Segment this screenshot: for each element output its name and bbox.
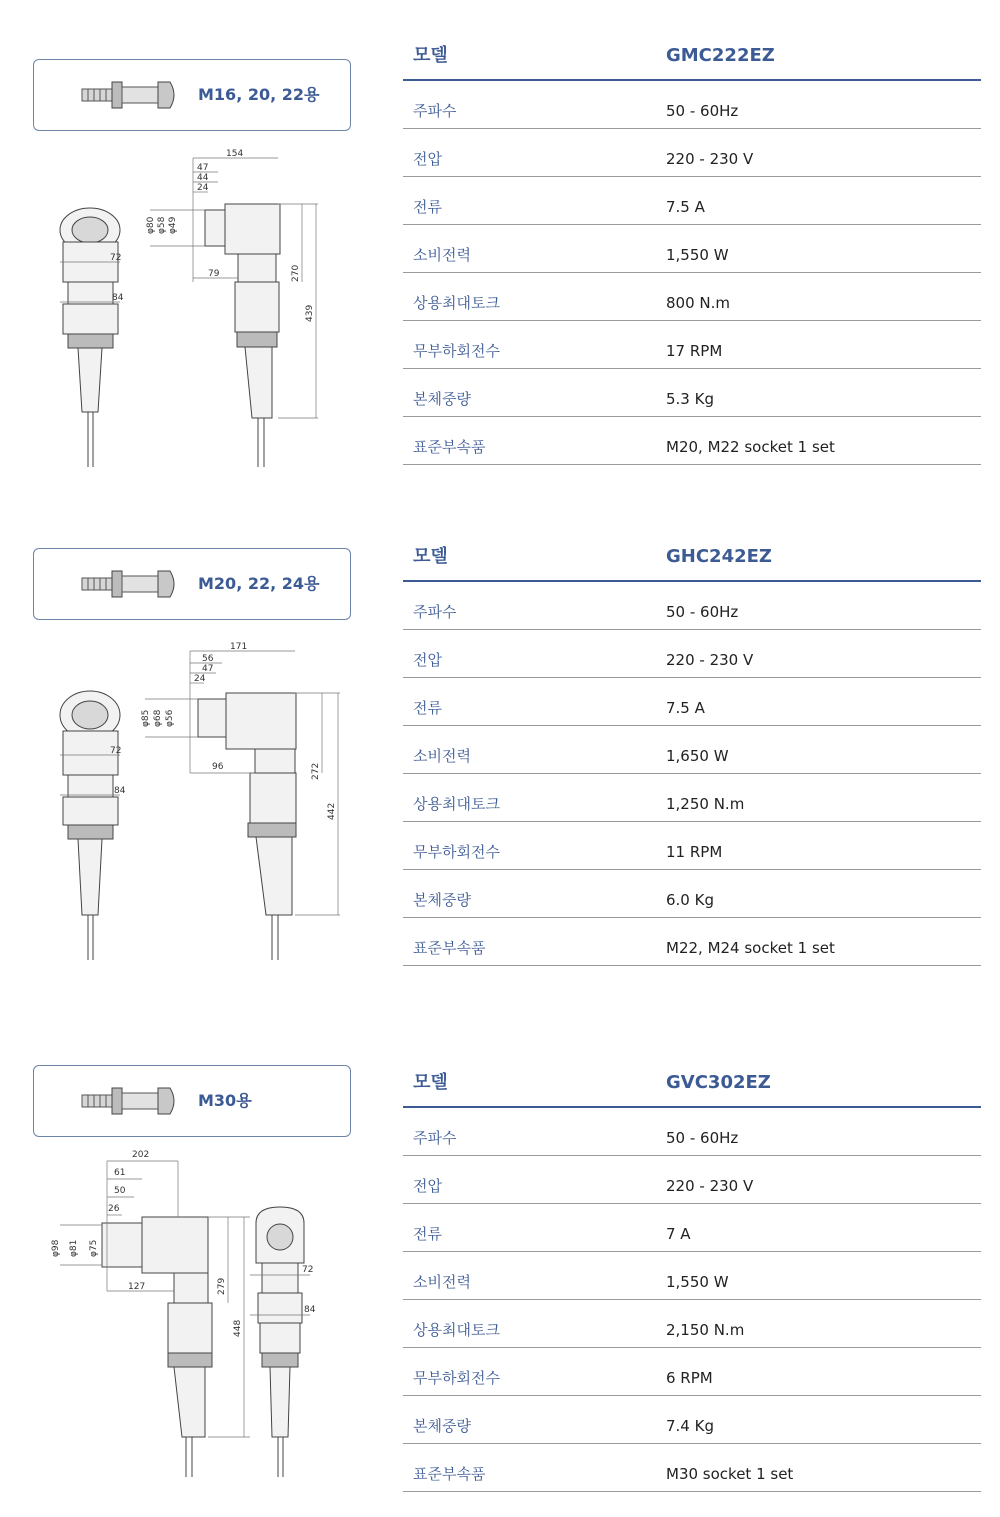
bolt-size-box — [33, 1065, 351, 1137]
dim-diameter-1: φ80 — [146, 216, 156, 234]
bolt-size-label: M16, 20, 22용 — [198, 85, 320, 104]
spec-label: 무부하회전수 — [413, 843, 500, 861]
tool-dimension-drawing — [40, 1145, 340, 1485]
spec-value: M22, M24 socket 1 set — [666, 939, 835, 957]
spec-label: 상용최대토크 — [413, 795, 500, 813]
dim-width-2: 56 — [202, 654, 214, 664]
spec-label: 전류 — [413, 198, 442, 216]
spec-value: 7.5 A — [666, 699, 705, 717]
spec-row — [403, 1156, 981, 1204]
bolt-size-box — [33, 548, 351, 620]
dim-diameter-1: φ98 — [51, 1239, 61, 1257]
spec-value: 50 - 60Hz — [666, 1129, 739, 1147]
dim-height-2: 442 — [327, 802, 337, 820]
spec-row — [403, 81, 981, 129]
dim-offset: 127 — [128, 1282, 146, 1292]
spec-row — [403, 129, 981, 177]
spec-row — [403, 678, 981, 726]
bolt-size-box — [33, 59, 351, 131]
spec-row — [403, 918, 981, 966]
spec-value: 6.0 Kg — [666, 891, 714, 909]
spec-row — [403, 630, 981, 678]
spec-label: 표준부속품 — [413, 438, 486, 456]
dim-width-2: 47 — [197, 163, 209, 173]
spec-value: 1,250 N.m — [666, 795, 745, 813]
spec-row — [403, 1108, 981, 1156]
spec-label: 전압 — [413, 1177, 442, 1195]
dim-front-width-1: 72 — [110, 746, 122, 756]
dim-height-1: 279 — [217, 1277, 227, 1295]
bolt-icon — [80, 78, 180, 112]
model-label: 모델 — [413, 1072, 448, 1093]
spec-label: 상용최대토크 — [413, 294, 500, 312]
bolt-size-label: M30용 — [198, 1091, 252, 1110]
spec-value: M20, M22 socket 1 set — [666, 438, 835, 456]
dim-width-4: 24 — [197, 183, 209, 193]
spec-row — [403, 1252, 981, 1300]
spec-row — [403, 273, 981, 321]
spec-label: 소비전력 — [413, 1273, 471, 1291]
spec-row — [403, 1396, 981, 1444]
spec-label: 표준부속품 — [413, 939, 486, 957]
spec-table — [403, 1060, 981, 1492]
tool-dimension-drawing — [40, 142, 340, 472]
spec-label: 주파수 — [413, 603, 457, 621]
spec-header — [403, 1060, 981, 1108]
bolt-size-label: M20, 22, 24용 — [198, 574, 320, 593]
dim-diameter-3: φ75 — [89, 1239, 99, 1257]
spec-label: 전류 — [413, 1225, 442, 1243]
dim-height-1: 272 — [311, 762, 321, 780]
dim-diameter-2: φ81 — [69, 1239, 79, 1257]
dim-offset: 96 — [212, 762, 224, 772]
dim-front-width-2: 84 — [114, 786, 126, 796]
spec-value: 50 - 60Hz — [666, 102, 739, 120]
spec-label: 표준부속품 — [413, 1465, 486, 1483]
spec-label: 소비전력 — [413, 747, 471, 765]
dim-front-width-1: 72 — [110, 253, 122, 263]
dim-height-1: 270 — [291, 264, 301, 282]
spec-label: 전류 — [413, 699, 442, 717]
dim-diameter-3: φ49 — [168, 216, 178, 234]
dim-offset: 79 — [208, 269, 220, 279]
spec-value: 220 - 230 V — [666, 150, 754, 168]
spec-value: 1,550 W — [666, 246, 729, 264]
spec-label: 주파수 — [413, 1129, 457, 1147]
spec-value: 1,650 W — [666, 747, 729, 765]
model-name: GVC302EZ — [666, 1072, 771, 1093]
spec-value: 5.3 Kg — [666, 390, 714, 408]
spec-row — [403, 726, 981, 774]
dim-width-3: 50 — [114, 1186, 126, 1196]
spec-value: 11 RPM — [666, 843, 723, 861]
spec-row — [403, 1204, 981, 1252]
dim-width-3: 44 — [197, 173, 209, 183]
spec-row — [403, 822, 981, 870]
spec-value: 220 - 230 V — [666, 1177, 754, 1195]
spec-label: 소비전력 — [413, 246, 471, 264]
spec-value: M30 socket 1 set — [666, 1465, 794, 1483]
spec-value: 1,550 W — [666, 1273, 729, 1291]
dim-diameter-2: φ58 — [157, 216, 167, 234]
model-label: 모델 — [413, 45, 448, 66]
dim-front-width-2: 84 — [112, 293, 124, 303]
spec-label: 본체중량 — [413, 891, 471, 909]
spec-value: 7 A — [666, 1225, 691, 1243]
spec-value: 17 RPM — [666, 342, 723, 360]
spec-label: 본체중량 — [413, 390, 471, 408]
spec-value: 800 N.m — [666, 294, 730, 312]
tool-dimension-drawing — [40, 635, 340, 965]
dim-front-width-2: 84 — [304, 1305, 316, 1315]
spec-label: 무부하회전수 — [413, 342, 500, 360]
spec-table — [403, 33, 981, 465]
dim-diameter-1: φ85 — [141, 709, 151, 727]
dim-width-total: 171 — [230, 642, 248, 652]
dim-width-4: 24 — [194, 674, 206, 684]
spec-header — [403, 33, 981, 81]
dim-width-total: 154 — [226, 149, 244, 159]
spec-label: 전압 — [413, 651, 442, 669]
spec-row — [403, 177, 981, 225]
spec-row — [403, 582, 981, 630]
spec-row — [403, 1300, 981, 1348]
spec-value: 7.5 A — [666, 198, 705, 216]
dim-height-2: 439 — [305, 304, 315, 322]
spec-value: 2,150 N.m — [666, 1321, 745, 1339]
spec-label: 상용최대토크 — [413, 1321, 500, 1339]
model-label: 모델 — [413, 546, 448, 567]
spec-header — [403, 534, 981, 582]
dim-diameter-3: φ56 — [165, 709, 175, 727]
spec-value: 220 - 230 V — [666, 651, 754, 669]
dim-front-width-1: 72 — [302, 1265, 314, 1275]
model-name: GHC242EZ — [666, 546, 772, 567]
bolt-icon — [80, 567, 180, 601]
spec-row — [403, 870, 981, 918]
dim-width-total: 202 — [132, 1150, 150, 1160]
bolt-icon — [80, 1084, 180, 1118]
spec-value: 50 - 60Hz — [666, 603, 739, 621]
dim-height-2: 448 — [233, 1319, 243, 1337]
spec-row — [403, 225, 981, 273]
spec-table — [403, 534, 981, 966]
dim-diameter-2: φ68 — [153, 709, 163, 727]
spec-row — [403, 1444, 981, 1492]
spec-label: 주파수 — [413, 102, 457, 120]
dim-width-2: 61 — [114, 1168, 126, 1178]
spec-label: 무부하회전수 — [413, 1369, 500, 1387]
spec-row — [403, 774, 981, 822]
dim-width-4: 26 — [108, 1204, 120, 1214]
spec-row — [403, 1348, 981, 1396]
spec-row — [403, 369, 981, 417]
spec-row — [403, 417, 981, 465]
dim-width-3: 47 — [202, 664, 214, 674]
spec-value: 7.4 Kg — [666, 1417, 714, 1435]
spec-value: 6 RPM — [666, 1369, 713, 1387]
spec-label: 전압 — [413, 150, 442, 168]
model-name: GMC222EZ — [666, 45, 775, 66]
spec-row — [403, 321, 981, 369]
spec-label: 본체중량 — [413, 1417, 471, 1435]
